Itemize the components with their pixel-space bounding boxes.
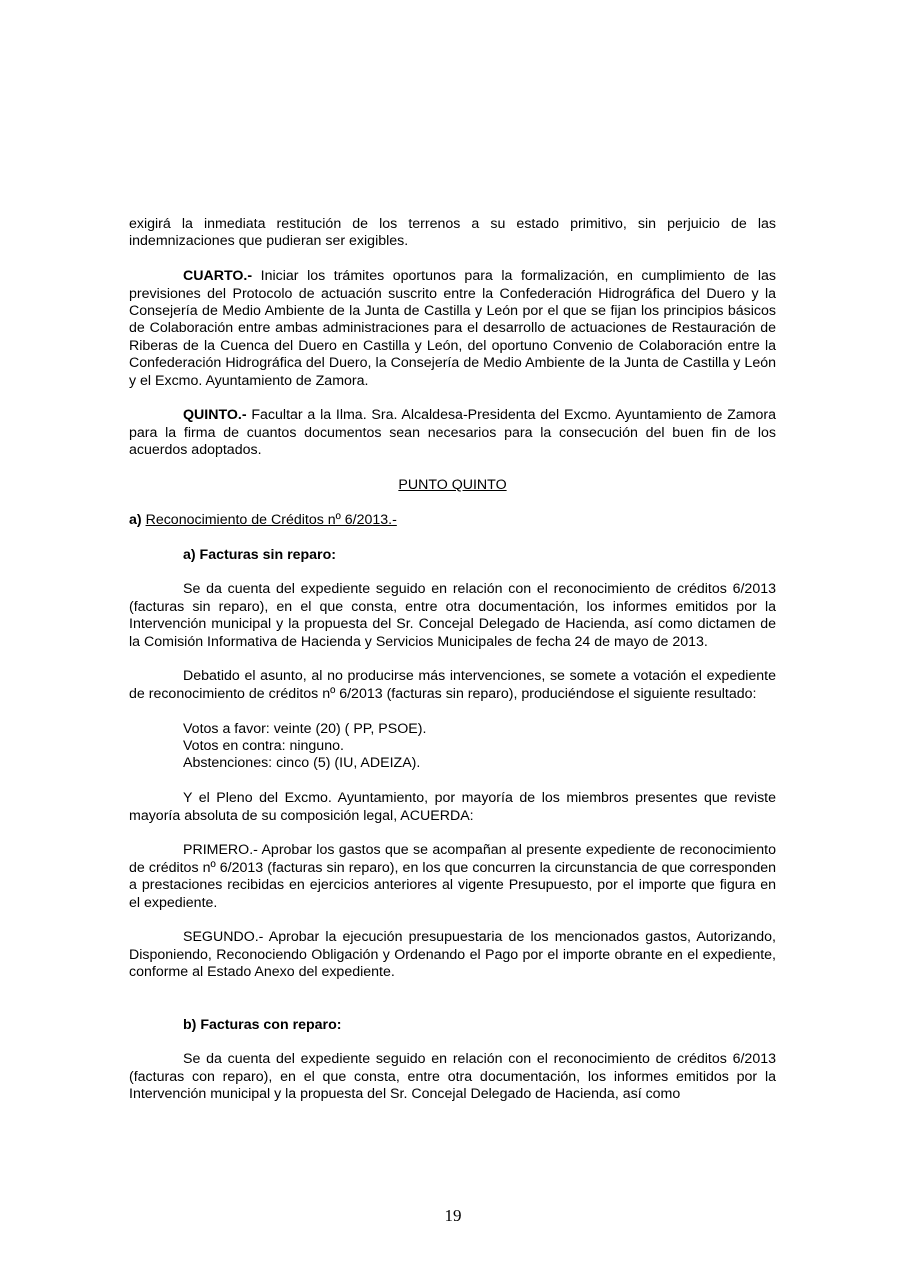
votes-favor: Votos a favor: veinte (20) ( PP, PSOE). bbox=[183, 720, 427, 737]
sub-a-paragraph-3: Y el Pleno del Excmo. Ayuntamiento, por mayoría de los miembros presentes que reviste mayoría absoluta de su composición legal, ACUERDA: bbox=[129, 790, 776, 824]
quinto-label: QUINTO.- bbox=[183, 407, 247, 424]
cuarto-paragraph bbox=[129, 268, 776, 390]
sub-a-paragraph-1: Se da cuenta del expediente seguido en relación con el reconocimiento de créditos 6/2013 (facturas sin reparo), en el que consta, entre otra documentación, los informes emitidos por la Intervención municipal y la propuesta del Sr. Concejal Delegado de Hacienda, así como dictamen de la Comisión Informativa de Hacienda y Servicios Municipales de fecha 24 de mayo de 2013. bbox=[129, 581, 776, 650]
quinto-text: Facultar a la Ilma. Sra. Alcaldesa-Presidenta del Excmo. Ayuntamiento de Zamora para la firma de cuantos documentos sean necesarios para la consecución del buen fin de los acuerdos adoptados. bbox=[129, 407, 776, 459]
section-a-heading bbox=[129, 512, 776, 529]
section-a-label: a) bbox=[129, 511, 142, 528]
punto-heading-line bbox=[129, 477, 776, 494]
page-body bbox=[129, 216, 776, 1104]
sub-a-paragraph-2: Debatido el asunto, al no producirse más intervenciones, se somete a votación el expediente de reconocimiento de créditos nº 6/2013 (facturas sin reparo), produciéndose el siguiente resultado: bbox=[129, 668, 776, 702]
cuarto-label: CUARTO.- bbox=[183, 268, 253, 285]
votes-against: Votos en contra: ninguno. bbox=[183, 738, 344, 755]
quinto-paragraph bbox=[129, 407, 776, 459]
sub-a-heading: a) Facturas sin reparo: bbox=[183, 546, 336, 563]
votes-abstentions: Abstenciones: cinco (5) (IU, ADEIZA). bbox=[183, 755, 421, 772]
section-a-title: Reconocimiento de Créditos nº 6/2013.- bbox=[145, 511, 397, 528]
primero-paragraph: PRIMERO.- Aprobar los gastos que se acompañan al presente expediente de reconocimiento de créditos nº 6/2013 (facturas sin reparo), en los que concurren la circunstancia de que corresponden a prestaciones recibidas en ejercicios anteriores al vigente Presupuesto, por el importe que figura en el expediente. bbox=[129, 842, 776, 911]
page-number: 19 bbox=[444, 1206, 462, 1225]
continuation-paragraph: exigirá la inmediata restitución de los terrenos a su estado primitivo, sin perjuicio de las indemnizaciones que pudieran ser exigibles. bbox=[129, 216, 776, 250]
punto-heading: PUNTO QUINTO bbox=[398, 477, 507, 494]
sub-b-paragraph-1: Se da cuenta del expediente seguido en relación con el reconocimiento de créditos 6/2013 (facturas con reparo), en el que consta, entre otra documentación, los informes emitidos por la Intervención municipal y la propuesta del Sr. Concejal Delegado de Hacienda, así como bbox=[129, 1051, 776, 1103]
segundo-paragraph: SEGUNDO.- Aprobar la ejecución presupuestaria de los mencionados gastos, Autorizando, Disponiendo, Reconociendo Obligación y Ordenando el Pago por el importe obrante en el expediente, conforme al Estado Anexo del expediente. bbox=[129, 929, 776, 981]
cuarto-text: Iniciar los trámites oportunos para la formalización, en cumplimiento de las previsiones del Protocolo de actuación suscrito entre la Confederación Hidrográfica del Duero y la Consejería de Medio Ambiente de la Junta de Castilla y León por el que se fijan los principios básicos de Colaboración entre ambas administraciones para el desarrollo de actuaciones de Restauración de Riberas de la Cuenca del Duero en Castilla y León, del oportuno Convenio de Colaboración entre la Confederación Hidrográfica del Duero, la Consejería de Medio Ambiente de la Junta de Castilla y León y el Excmo. Ayuntamiento de Zamora. bbox=[129, 268, 776, 389]
sub-b-heading: b) Facturas con reparo: bbox=[183, 1016, 342, 1033]
